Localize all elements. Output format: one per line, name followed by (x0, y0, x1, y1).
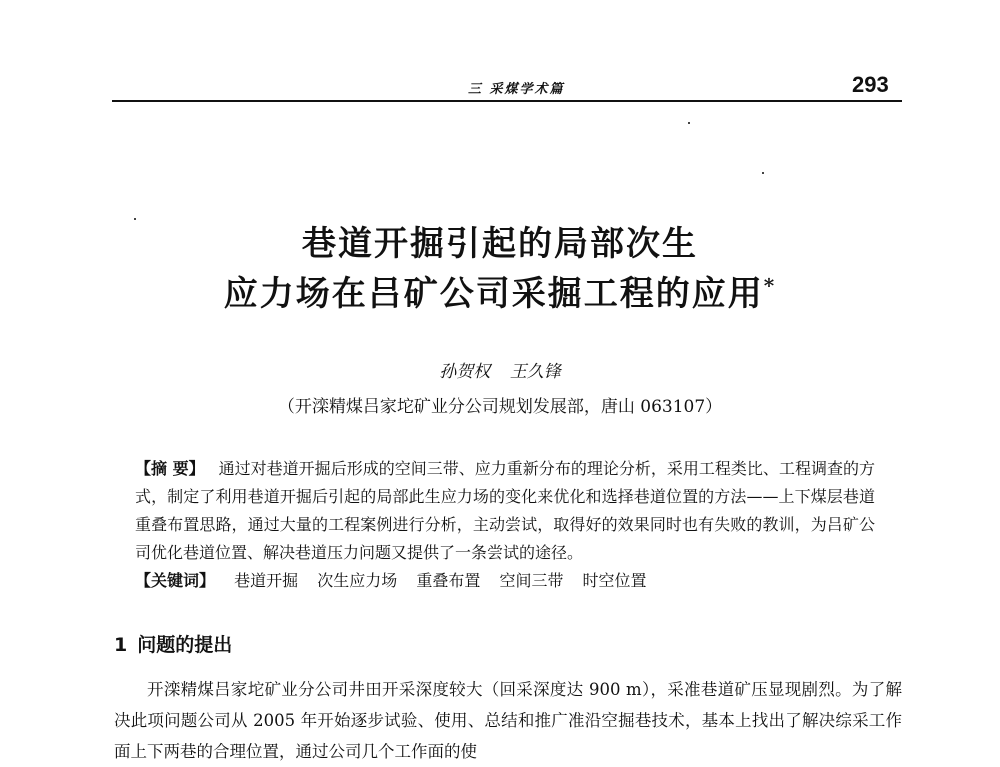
scan-speck (688, 122, 690, 124)
keyword: 时空位置 (582, 571, 647, 590)
keywords (135, 568, 661, 591)
paper-title-line-2 (0, 266, 1000, 315)
paper-title-line-1: 巷道开掘引起的局部次生 (302, 224, 698, 264)
body-paragraph: 开滦精煤吕家坨矿业分公司井田开采深度较大（回采深度达 900 m），采准巷道矿压显现剧烈。为了解决此项问题公司从 2005 年开始逐步试验、使用、总结和推广准沿空掘巷技术，基本上找出了解决综采工作面上下两巷的合理位置，通过公司几个工作面的使 (114, 680, 902, 761)
keyword: 次生应力场 (317, 571, 398, 590)
abstract (135, 455, 875, 567)
section-number: 1 (114, 634, 128, 656)
keyword: 巷道开掘 (234, 571, 299, 590)
scan-speck (762, 172, 764, 174)
abstract-label: 【摘 要】 (135, 459, 205, 478)
affiliation: （开滦精煤吕家坨矿业分公司规划发展部，唐山 063107） (277, 397, 723, 417)
authors: 孙贺权 王久锋 (439, 362, 561, 382)
page-number: 293 (852, 72, 889, 97)
running-head: 三 采煤学术篇 (468, 82, 565, 97)
abstract-text: 通过对巷道开掘后形成的空间三带、应力重新分布的理论分析，采用工程类比、工程调查的方式，制定了利用巷道开掘后引起的局部此生应力场的变化来优化和选择巷道位置的方法——上下煤层巷道重叠布置思路，通过大量的工程案例进行分析，主动尝试，取得好的效果同时也有失败的教训，为吕矿公司优化巷道位置、解决巷道压力问题又提供了一条尝试的途径。 (135, 459, 875, 562)
section-heading (114, 630, 232, 657)
keyword: 空间三带 (499, 571, 564, 590)
keywords-label: 【关键词】 (135, 571, 216, 590)
paper-title-text: 应力场在吕矿公司采掘工程的应用 (223, 274, 764, 314)
keyword: 重叠布置 (416, 571, 481, 590)
header-rule (112, 100, 902, 102)
title-footnote-mark: * (763, 273, 777, 298)
section-title: 问题的提出 (137, 634, 233, 656)
